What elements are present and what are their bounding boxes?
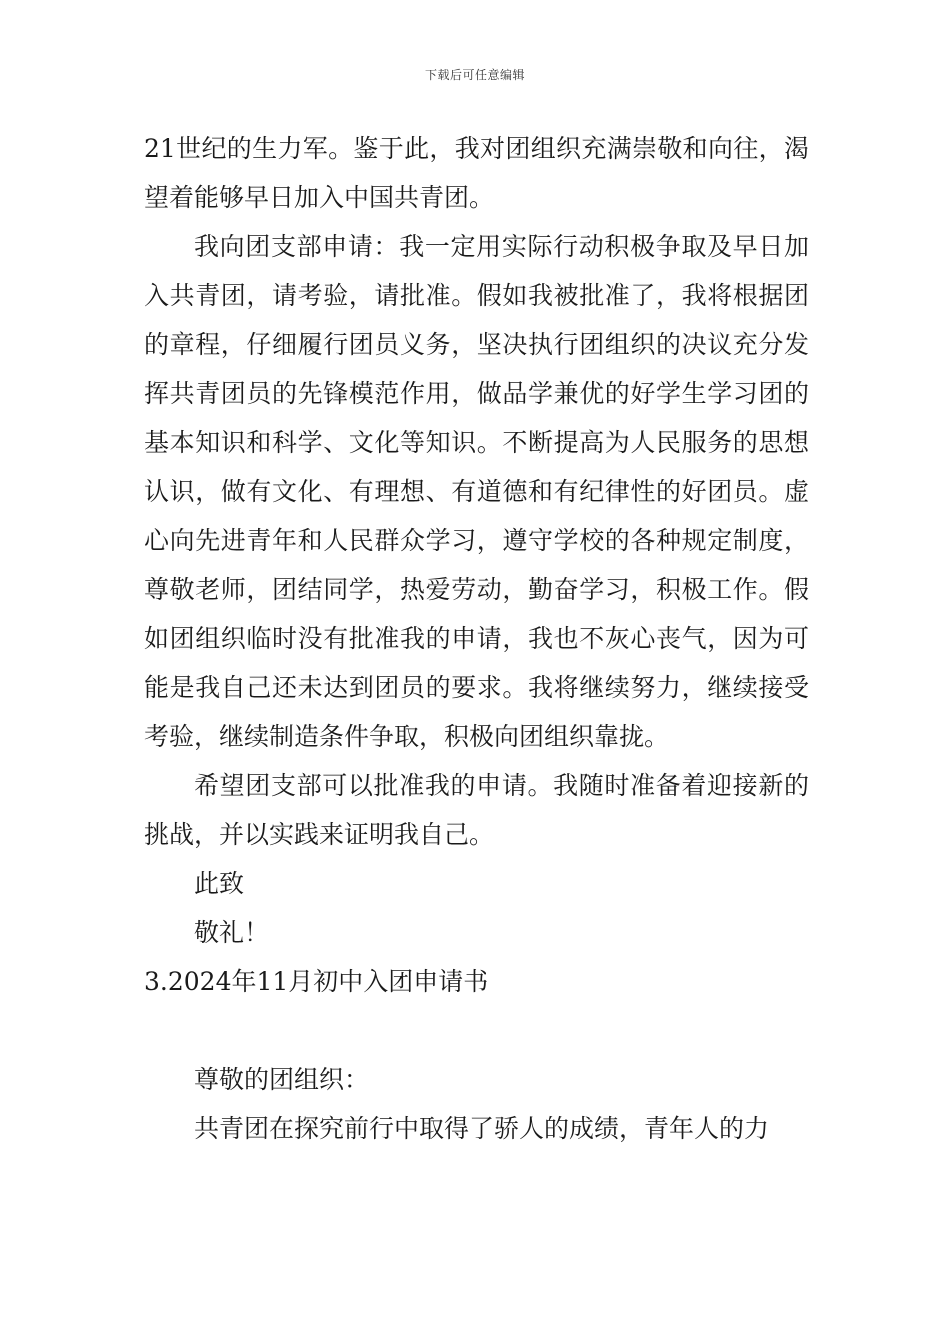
header-note: 下载后可任意编辑 xyxy=(424,68,525,82)
section-title: 3.2024年11月初中入团申请书 xyxy=(144,967,489,996)
paragraph-application: 我向团支部申请：我一定用实际行动积极争取及早日加入共青团，请考验，请批准。假如我被批准了，我将根据团的章程，仔细履行团员义务，坚决执行团组织的决议充分发挥共青团员的先锋模范作用，做品学兼优的好学生学习团的基本知识和科学、文化等知识。不断提高为人民服务的思想认识，做有文化、有理想、有道德和有纪律性的好团员。虚心向先进青年和人民群众学习，遵守学校的各种规定制度，尊敬老师，团结同学，热爱劳动，勤奋学习，积极工作。假如团组织临时没有批准我的申请，我也不灰心丧气，因为可能是我自己还未达到团员的要求。我将继续努力，继续接受考验，继续制造条件争取，积极向团组织靠拢。 xyxy=(144,232,809,751)
paragraph-hope: 希望团支部可以批准我的申请。我随时准备着迎接新的挑战，并以实践来证明我自己。 xyxy=(144,771,809,849)
blank-line xyxy=(144,1006,809,1055)
closing-line-2: 敬礼！ xyxy=(194,918,270,947)
closing-line-1: 此致 xyxy=(194,869,245,898)
greeting: 尊敬的团组织： xyxy=(194,1065,370,1094)
paragraph-next: 共青团在探究前行中取得了骄人的成绩，青年人的力 xyxy=(194,1114,770,1143)
document-body xyxy=(144,124,809,1153)
paragraph-continued: 21世纪的生力军。鉴于此，我对团组织充满崇敬和向往，渴望着能够早日加入中国共青团。 xyxy=(144,134,809,212)
